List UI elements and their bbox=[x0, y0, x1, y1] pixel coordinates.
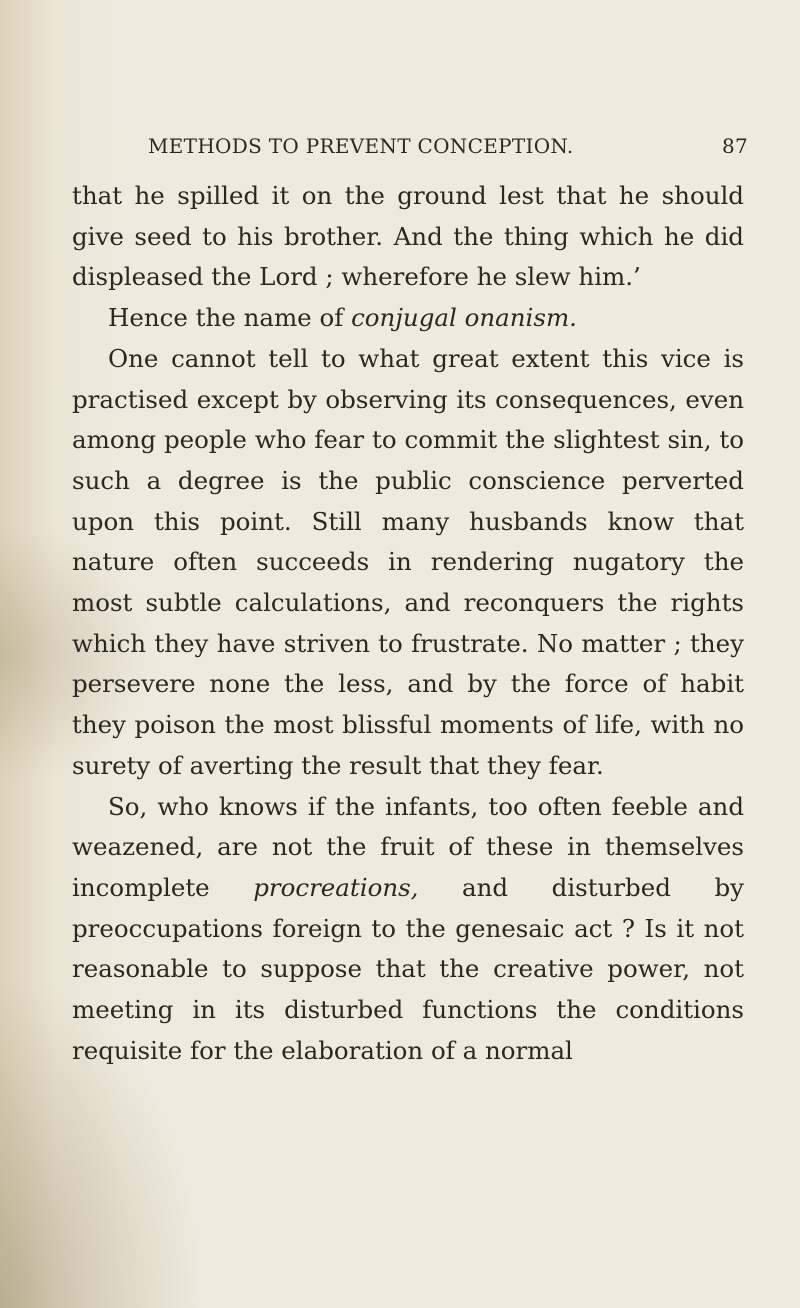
body-text bbox=[72, 176, 744, 1071]
paragraph-2-text: Hence the name of bbox=[108, 303, 352, 333]
paragraph-3-text: One cannot tell to what great extent this vice is practised except by observing its consequences, even among people who fear to commit the slightest sin, to such a degree is the public conscience perverted upon this point. Still many husbands know that nature often succeeds in rendering nugatory the most subtle calculations, and reconquers the rights which they have striven to frustrate. No matter ; they persevere none the less, and by the force of habit they poison the most blissful moments of life, with no surety of averting the result that they fear. bbox=[72, 343, 744, 780]
running-title: METHODS TO PREVENT CONCEPTION. bbox=[148, 134, 574, 158]
paragraph-2 bbox=[72, 298, 744, 339]
page-number: 87 bbox=[721, 134, 748, 158]
paragraph-2-italic-term: conjugal onanism. bbox=[351, 303, 577, 333]
paragraph-1 bbox=[72, 176, 744, 298]
paragraph-1-text: that he spilled it on the ground lest that he should give seed to his brother. And the thing which he did displeased the Lord ; wherefore he slew him.’ bbox=[72, 181, 744, 292]
paragraph-3 bbox=[72, 339, 744, 787]
page-header bbox=[148, 134, 748, 170]
paragraph-4-text-end: and disturbed by preoccupations foreign to the genesaic act ? Is it not reasonable to suppose that the creative power, not meeting in its disturbed functions the conditions requisite for the elaboration of a normal bbox=[72, 872, 744, 1065]
paragraph-4 bbox=[72, 787, 744, 1072]
paragraph-4-italic-term: procreations, bbox=[253, 872, 419, 902]
paragraph-4-text-start: So, who knows if the infants, too often feeble and weazened, are not the fruit of these in themselves incomplete bbox=[72, 791, 744, 902]
